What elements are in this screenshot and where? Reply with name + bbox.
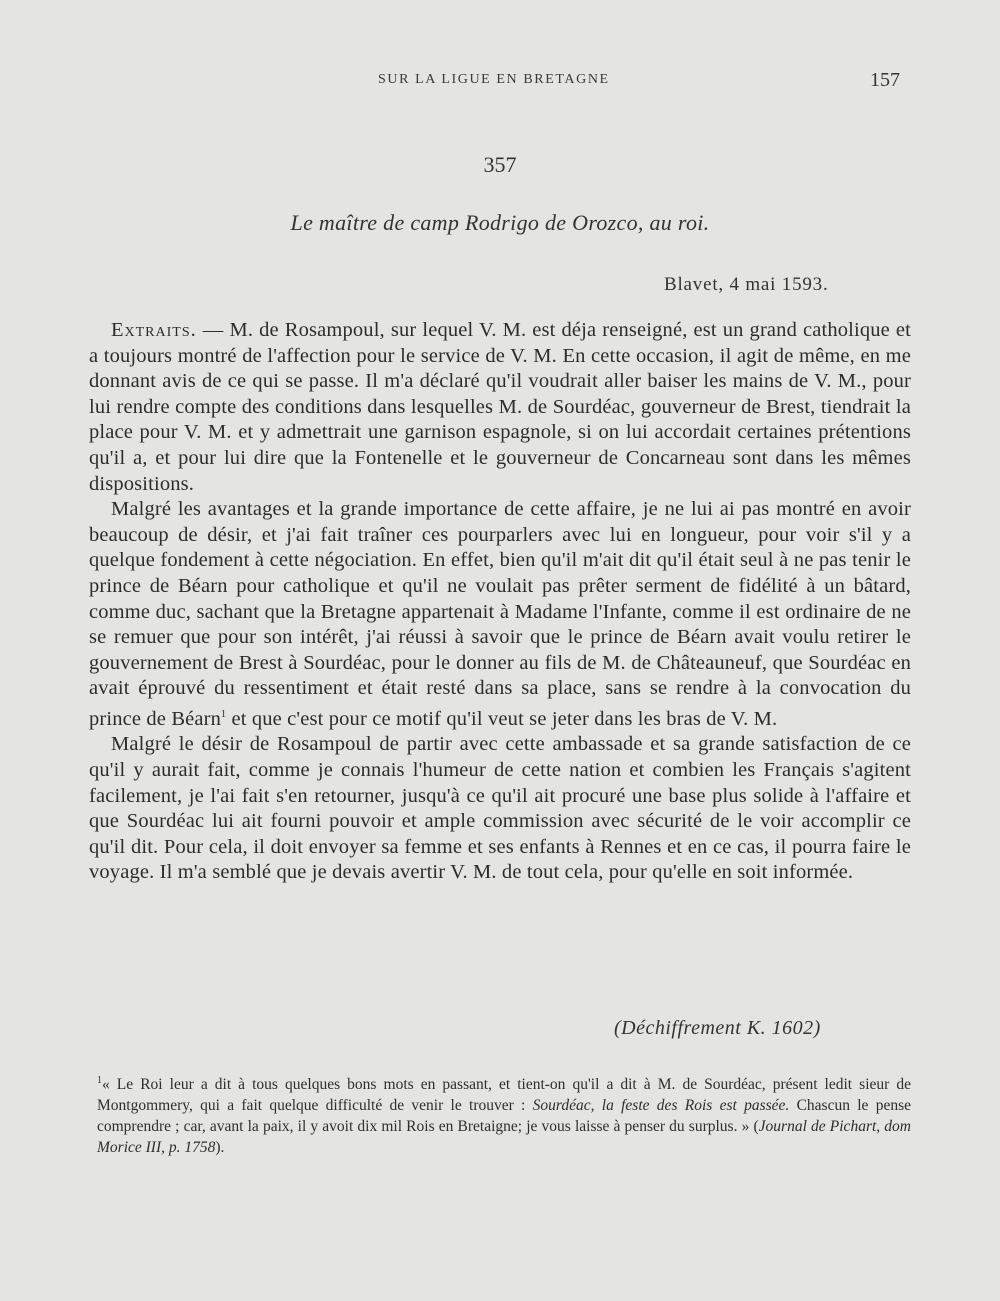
running-title: SUR LA LIGUE EN BRETAGNE bbox=[378, 72, 610, 87]
footnote-text-b: Chascun le pense comprendre ; car, avant la paix, il y avoit dix mil Rois en Bretaigne; je vous laisse à penser du surplus. » ( bbox=[97, 1097, 912, 1136]
paragraph-3: Malgré le désir de Rosampoul de partir avec cette ambassade et sa grande satisfaction de ce qu'il y aurait fait, comme je connais l'humeur de cette nation et combien les Français s'agitent facilement, je l'ai fait s'en retourner, jusqu'à ce qu'il ait procuré une base plus solide à l'affaire et que Sourdéac lui ait fourni pouvoir et ample commission avec sécurité de le voir accomplir ce qu'il dit. Pour cela, il doit envoyer sa femme et ses enfants à Rennes et en ce cas, il pourra faire le voyage. Il m'a semblé que je devais avertir V. M. de tout cela, pour qu'elle en soit informée. bbox=[89, 733, 911, 884]
footnote-reference: 1 bbox=[221, 708, 227, 720]
document-title: Le maître de camp Rodrigo de Orozco, au roi. bbox=[290, 210, 710, 235]
footnote-text-c: ). bbox=[215, 1139, 225, 1157]
paragraph-2-text-b: et que c'est pour ce motif qu'il veut se jeter dans les bras de V. M. bbox=[226, 707, 778, 730]
letter-body bbox=[89, 318, 911, 886]
footnote-quote: Sourdéac, la feste des Rois est passée. bbox=[532, 1097, 790, 1115]
footnote-mark: 1 bbox=[97, 1075, 102, 1086]
footnote-text-a: « Le Roi leur a dit à tous quelques bons mots en passant, et tient-on qu'il a dit à M. de Sourdéac, présent ledit sieur de Montgommery, qui a fait quelque difficulté de venir le trouver : bbox=[97, 1076, 911, 1115]
paragraph-1 bbox=[89, 318, 911, 497]
document-number: 357 bbox=[483, 152, 517, 177]
footnote bbox=[97, 1070, 911, 1158]
paragraph-2-text-a: Malgré les avantages et la grande importance de cette affaire, je ne lui ai pas montré en avoir beaucoup de désir, et j'ai fait traîner ces pourparlers avec lui en longueur, pour voir s'il y a quelque fondement à cette négociation. En effet, bien qu'il m'ait dit qu'il était seul à ne pas tenir le prince de Béarn pour catholique et qu'il ne voulait pas prêter serment de fidélité à un bâtard, comme duc, sachant que la Bretagne appartenait à Madame l'Infante, comme il est ordinaire de ne se remuer que pour son intérêt, j'ai réussi à savoir que le prince de Béarn avait voulu retirer le gouvernement de Brest à Sourdéac, pour le donner au fils de M. de Châteauneuf, que Sourdéac en avait éprouvé du ressentiment et était resté dans sa place, sans se rendre à la convocation du prince de Béarn bbox=[89, 498, 911, 730]
footnote-text bbox=[97, 1070, 911, 1158]
page-number: 157 bbox=[870, 69, 900, 91]
source-reference: (Déchiffrement K. 1602) bbox=[614, 1017, 821, 1039]
running-head bbox=[0, 69, 1000, 96]
dateline: Blavet, 4 mai 1593. bbox=[664, 274, 829, 295]
extracts-label: Extraits. bbox=[111, 319, 197, 341]
footnote-citation: Journal de Pichart, dom Morice III, p. 1758 bbox=[97, 1118, 911, 1157]
paragraph-2 bbox=[89, 497, 911, 732]
paragraph-1-text: — M. de Rosampoul, sur lequel V. M. est déja renseigné, est un grand catholique et a toujours montré de l'affection pour le service de V. M. En cette occasion, il agit de même, en me donnant avis de ce qui se passe. Il m'a déclaré qu'il voudrait aller baiser les mains de V. M., pour lui rendre compte des conditions dans lesquelles M. de Sourdéac, gouverneur de Brest, tiendrait la place pour V. M. et y admettrait une garnison espagnole, si on lui accordait certaines prétentions qu'il a, et pour lui dire que la Fontenelle et le gouverneur de Concarneau sont dans les mêmes dispositions. bbox=[89, 319, 911, 495]
